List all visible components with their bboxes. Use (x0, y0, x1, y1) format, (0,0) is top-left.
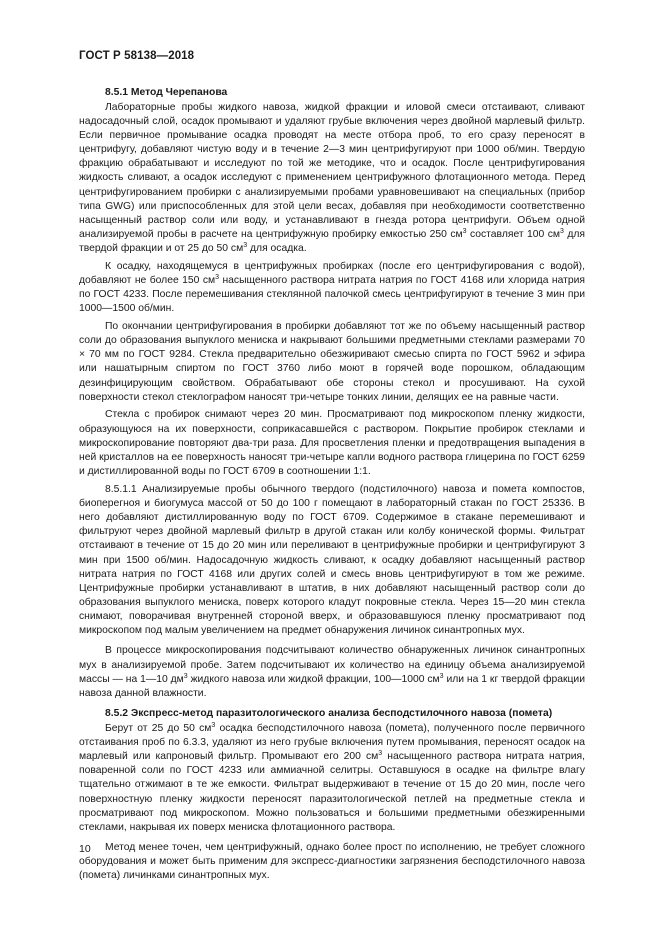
page-number: 10 (79, 843, 91, 855)
paragraph: Стекла с пробирок снимают через 20 мин. Просматривают под микроскопом пленку жидкости, образующуюся на их поверхности, соприкасавшейся с раствором. Покрытие пробирок стеклами и микроскопирование повторяют два-три раза. Для просветления пленки и предотвращения выпадения в ней кристаллов на ее поверхность наносят три-четыре капли водного раствора глицерина по ГОСТ 6259 и дистиллированной воды по ГОСТ 6709 в соотношении 1:1. (79, 409, 585, 478)
paragraph: Метод менее точен, чем центрифужный, однако более прост по исполнению, не требует сложного оборудования и может быть применим для экспресс-диагностики загрязнения бесподстилочного навоза (помета) личинками синантропных мух. (79, 841, 585, 882)
paragraph: По окончании центрифугирования в пробирки добавляют тот же по объему насыщенный раствор соли до образования выпуклого мениска и накрывают большими предметными стеклами размерами 70 × 70 мм по ГОСТ 9284. Стекла предварительно обезжиривают смесью спирта по ГОСТ 5962 и эфира или нашатырным спиртом по ГОСТ 3760 либо моют в горячей воде порошком, обладающим дезинфицирующим свойством. Обрабатывают обе стороны стекол и просушивают. На сухой поверхности стекол стеклографом наносят три-четыре тонких линии, делящих ее на равные части. (79, 321, 585, 403)
document-code: ГОСТ Р 58138—2018 (79, 50, 195, 62)
paragraph: Берут от 25 до 50 $см^3$ осадка бесподстилочного навоза (помета), полученного после первичного отстаивания проб по 6.3.3, удаляют из него грубые включения путем промывания, переносят осадок на марлевый или капроновый фильтр. Промывают его 200 $см^3$ насыщенного раствора нитрата натрия, поваренной соли по ГОСТ 4233 или аммиачной селитры. Оставшуюся в осадке на фильтре влагу тщательно отжимают в те же емкости. Фильтрат выдерживают в течение от 15 до 20 мин, после чего поверхностную пленку жидкости переносят паразитологической петлей на предметные стекла и просматривают под микроскопом. Можно пользоваться и большими предметными обезжиренными стеклами, накрывая их поверх мениска флотационного раствора. (79, 721, 585, 833)
section-heading: 8.5.2 Экспресс-метод паразитологического анализа бесподстилочного навоза (помета) (105, 708, 553, 720)
paragraph: 8.5.1.1 Анализируемые пробы обычного твердого (подстилочного) навоза и помета компостов, биоперегноя и биогумуса массой от 50 до 100 г помещают в лабораторный стакан по ГОСТ 25336. В него добавляют дистиллированную воду по ГОСТ 6709. Содержимое в стакане перемешивают и фильтруют через двойной марлевый фильтр в другой стакан или колбу конической формы. Фильтрат отстаивают в течение от 15 до 20 мин или переливают в центрифужные пробирки и центрифугируют 3 мин при 1500 об/мин. Надосадочную жидкость сливают, к осадку добавляют насыщенный раствор нитрата натрия по ГОСТ 4168 или других солей и смесь вновь центрифугируют в том же режиме. Центрифужные пробирки устанавливают в штатив, в них добавляют насыщенный раствор соли до образования выпуклого мениска, поверх которого кладут покровные стекла. Через 15—20 мин стекла снимают, поворачивая внутренней стороной вверх, и образовавшуюся пленку просматривают под микроскопом под малым увеличением на предмет обнаружения личинок синантропных мух. (79, 483, 585, 637)
paragraph: К осадку, находящемуся в центрифужных пробирках (после его центрифугирования с водой), добавляют не более 150 $см^3$ насыщенного раствора нитрата натрия по ГОСТ 4168 или хлорида натрия по ГОСТ 4233. После перемешивания стеклянной палочкой смесь центрифугируют в течение 3 мин при 1000—1500 об/мин. (79, 260, 585, 315)
paragraph: В процессе микроскопирования подсчитывают количество обнаруженных личинок синантропных мух в анализируемой пробе. Затем подсчитывают их количество на единицу объема анализируемой массы — на 1—10 $дм^3$ жидкого навоза или жидкой фракции, 100—1000 $см^3$ или на 1 кг твердой фракции навоза данной влажности. (79, 645, 585, 699)
document-body (79, 86, 585, 883)
paragraph: Лабораторные пробы жидкого навоза, жидкой фракции и иловой смеси отстаивают, сливают надосадочный слой, осадок промывают и удаляют грубые включения через двойной марлевый фильтр. Если первичное промывание осадка проводят на месте отбора проб, то его сразу переносят в центрифугу, добавляют чистую воду и в течение 2—3 мин центрифугируют при 1000 об/мин. Твердую фракцию обрабатывают и исследуют по той же методике, что и осадок. После центрифугирования жидкость сливают, а осадок исследуют с применением центрифужного флотационного метода. Перед центрифугированием пробирки с анализируемыми пробами уравновешивают на специальных (прибор типа GWG) или приспособленных для этой цели весах, добавляя при необходимости соответственно насыщенный раствор соли или воду, и устанавливают в гнезда ротора центрифуги. Объем одной анализируемой пробы в расчете на центрифужную пробирку емкостью 250 $см^3$ составляет 100 $см^3$ для твердой фракции и от 25 до 50 $см^3$ для осадка. (79, 101, 586, 255)
section-heading: 8.5.1 Метод Черепанова (105, 87, 228, 98)
